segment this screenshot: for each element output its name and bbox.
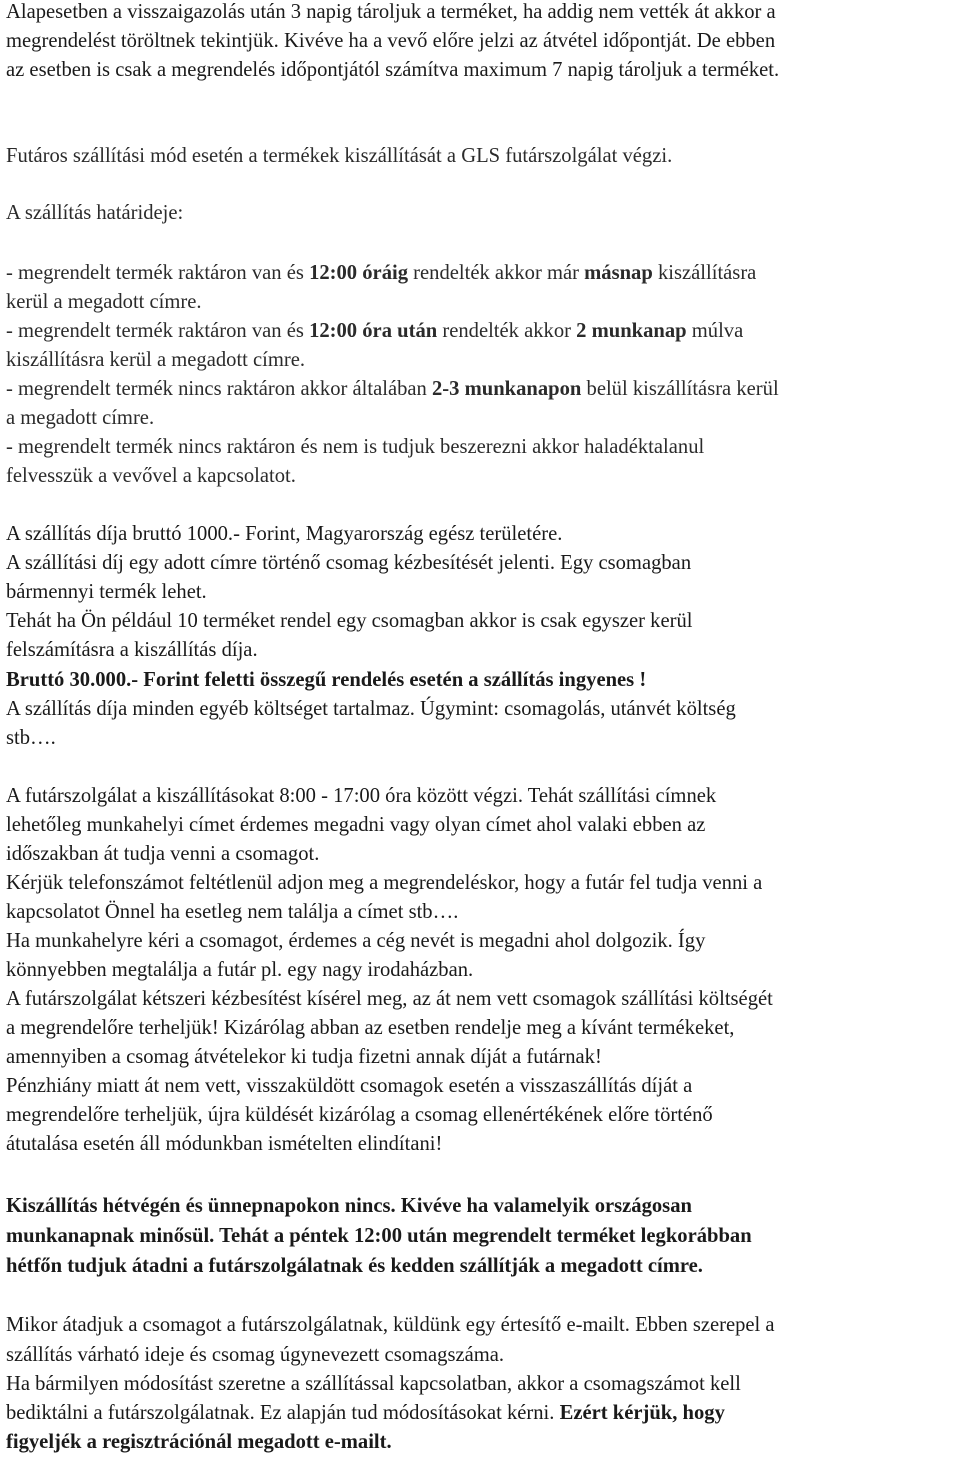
text-line (6, 346, 305, 375)
bold-text-segment: másnap (584, 262, 653, 284)
bold-text-segment: 2-3 munkanapon (432, 378, 582, 400)
text-line (6, 375, 779, 404)
text-segment: átutalása esetén áll módunkban ismételten elindítani! (6, 1133, 443, 1155)
bold-text-segment: 12:00 óra után (309, 320, 438, 342)
text-segment: kiszállításra kerül a megadott címre. (6, 349, 306, 371)
text-line (6, 782, 716, 811)
text-line (6, 1072, 692, 1101)
bold-text-segment: 12:00 óráig (309, 262, 409, 284)
text-line (6, 1222, 752, 1251)
text-segment: kapcsolatot Önnel ha esetleg nem találja a címet stb…. (6, 901, 459, 923)
text-line (6, 259, 756, 288)
text-segment: stb…. (6, 727, 56, 749)
text-segment: rendelték akkor már (408, 262, 585, 284)
text-segment: - megrendelt termék nincs raktáron és nem is tudjuk beszerezni akkor haladéktalanul (6, 436, 705, 458)
text-line (6, 549, 691, 578)
text-line (6, 985, 773, 1014)
text-segment: bediktálni a futárszolgálatnak. Ez alapján tud módosításokat kérni. (6, 1402, 560, 1424)
text-segment: kiszállításra (652, 262, 757, 284)
text-line (6, 695, 736, 724)
text-segment: felvesszük a vevővel a kapcsolatot. (6, 465, 296, 487)
text-segment: Futáros szállítási mód esetén a termékek kiszállítását a GLS futárszolgálat végzi. (6, 145, 673, 167)
text-segment: bármennyi termék lehet. (6, 581, 207, 603)
text-line (6, 1428, 392, 1457)
text-segment: A futárszolgálat kétszeri kézbesítést kísérel meg, az át nem vett csomagok szállítási költségét (6, 988, 773, 1010)
text-segment: az esetben is csak a megrendelés időpontjától számítva maximum 7 napig tároljuk a terméket. (6, 59, 780, 81)
text-line (6, 1252, 703, 1281)
bold-text-segment: Bruttó 30.000.- Forint feletti összegű rendelés esetén a szállítás ingyenes ! (6, 669, 647, 691)
text-line (6, 462, 296, 491)
text-segment: felszámításra a kiszállítás díja. (6, 639, 258, 661)
bold-text-segment: figyeljék a regisztrációnál megadott e-mailt. (6, 1431, 392, 1453)
text-line (6, 840, 319, 869)
text-segment: A szállítás díja bruttó 1000.- Forint, Magyarország egész területére. (6, 523, 563, 545)
text-line (6, 1341, 504, 1370)
text-segment: rendelték akkor (437, 320, 577, 342)
text-line (6, 520, 562, 549)
text-segment: A futárszolgálat a kiszállításokat 8:00 - 17:00 óra között végzi. Tehát szállítási címnek (6, 785, 717, 807)
bold-text-segment: munkanapnak minősül. Tehát a péntek 12:00 után megrendelt terméket legkorábban (6, 1225, 752, 1247)
bold-text-segment: hétfőn tudjuk átadni a futárszolgálatnak és kedden szállítják a megadott címre. (6, 1255, 703, 1277)
text-line (6, 27, 775, 56)
text-line (6, 1399, 725, 1428)
text-segment: A szállítás díja minden egyéb költséget tartalmaz. Úgymint: csomagolás, utánvét költség (6, 698, 736, 720)
text-line (6, 1014, 734, 1043)
text-line (6, 636, 258, 665)
text-segment: Tehát ha Ön például 10 terméket rendel egy csomagban akkor is csak egyszer kerül (6, 610, 693, 632)
text-line (6, 724, 56, 753)
text-segment: Ha bármilyen módosítást szeretne a szállítással kapcsolatban, akkor a csomagszámot kell (6, 1373, 741, 1395)
text-segment: múlva (686, 320, 744, 342)
text-line (6, 1370, 741, 1399)
text-line (6, 811, 705, 840)
text-line (6, 1192, 692, 1221)
text-line (6, 1311, 775, 1340)
text-segment: Pénzhiány miatt át nem vett, visszaküldött csomagok esetén a visszaszállítás díját a (6, 1075, 693, 1097)
text-line (6, 1043, 602, 1072)
section-heading (6, 199, 183, 228)
text-segment: amennyiben a csomag átvételekor ki tudja fizetni annak díját a futárnak! (6, 1046, 602, 1068)
text-segment: megrendelést töröltnek tekintjük. Kivéve ha a vevő előre jelzi az átvétel időpontját. De ebben (6, 30, 776, 52)
text-line (6, 956, 473, 985)
text-line (6, 56, 779, 85)
text-segment: Alapesetben a visszaigazolás után 3 napig tároljuk a terméket, ha addig nem vették át akkor a (6, 1, 776, 23)
text-segment: kerül a megadott címre. (6, 291, 202, 313)
text-line (6, 578, 207, 607)
text-segment: A szállítási díj egy adott címre történő csomag kézbesítését jelenti. Egy csomagban (6, 552, 692, 574)
text-line (6, 869, 762, 898)
text-segment: A szállítás határideje: (6, 202, 184, 224)
text-segment: időszakban át tudja venni a csomagot. (6, 843, 320, 865)
text-segment: Mikor átadjuk a csomagot a futárszolgálatnak, küldünk egy értesítő e-mailt. Ebben szerepel a (6, 1314, 775, 1336)
text-segment: könnyebben megtalálja a futár pl. egy nagy irodaházban. (6, 959, 474, 981)
text-line (6, 433, 704, 462)
text-segment: - megrendelt termék nincs raktáron akkor általában (6, 378, 432, 400)
text-line (6, 1130, 442, 1159)
bold-text-segment: Ezért kérjük, hogy (559, 1402, 725, 1424)
text-segment: belül kiszállításra kerül (581, 378, 779, 400)
text-line (6, 666, 646, 695)
text-line (6, 404, 154, 433)
text-segment: - megrendelt termék raktáron van és (6, 320, 310, 342)
text-line (6, 317, 743, 346)
bold-text-segment: Kiszállítás hétvégén és ünnepnapokon nincs. Kivéve ha valamelyik országosan (6, 1195, 692, 1217)
text-line (6, 288, 202, 317)
text-line (6, 927, 705, 956)
bold-text-segment: 2 munkanap (576, 320, 687, 342)
text-line (6, 898, 458, 927)
text-line (6, 142, 672, 171)
text-line (6, 607, 692, 636)
text-line (6, 0, 776, 27)
text-segment: lehetőleg munkahelyi címet érdemes megadni vagy olyan címet ahol valaki ebben az (6, 814, 706, 836)
text-segment: megrendelőre terheljük, újra küldését kizárólag a csomag ellenértékének előre történő (6, 1104, 713, 1126)
text-line (6, 1101, 713, 1130)
text-segment: - megrendelt termék raktáron van és (6, 262, 310, 284)
text-segment: Kérjük telefonszámot feltétlenül adjon meg a megrendeléskor, hogy a futár fel tudja venni a (6, 872, 763, 894)
text-segment: a megadott címre. (6, 407, 155, 429)
text-segment: szállítás várható ideje és csomag úgynevezett csomagszáma. (6, 1344, 505, 1366)
text-segment: Ha munkahelyre kéri a csomagot, érdemes a cég nevét is megadni ahol dolgozik. Így (6, 930, 706, 952)
text-segment: a megrendelőre terheljük! Kizárólag abban az esetben rendelje meg a kívánt termékeket, (6, 1017, 735, 1039)
